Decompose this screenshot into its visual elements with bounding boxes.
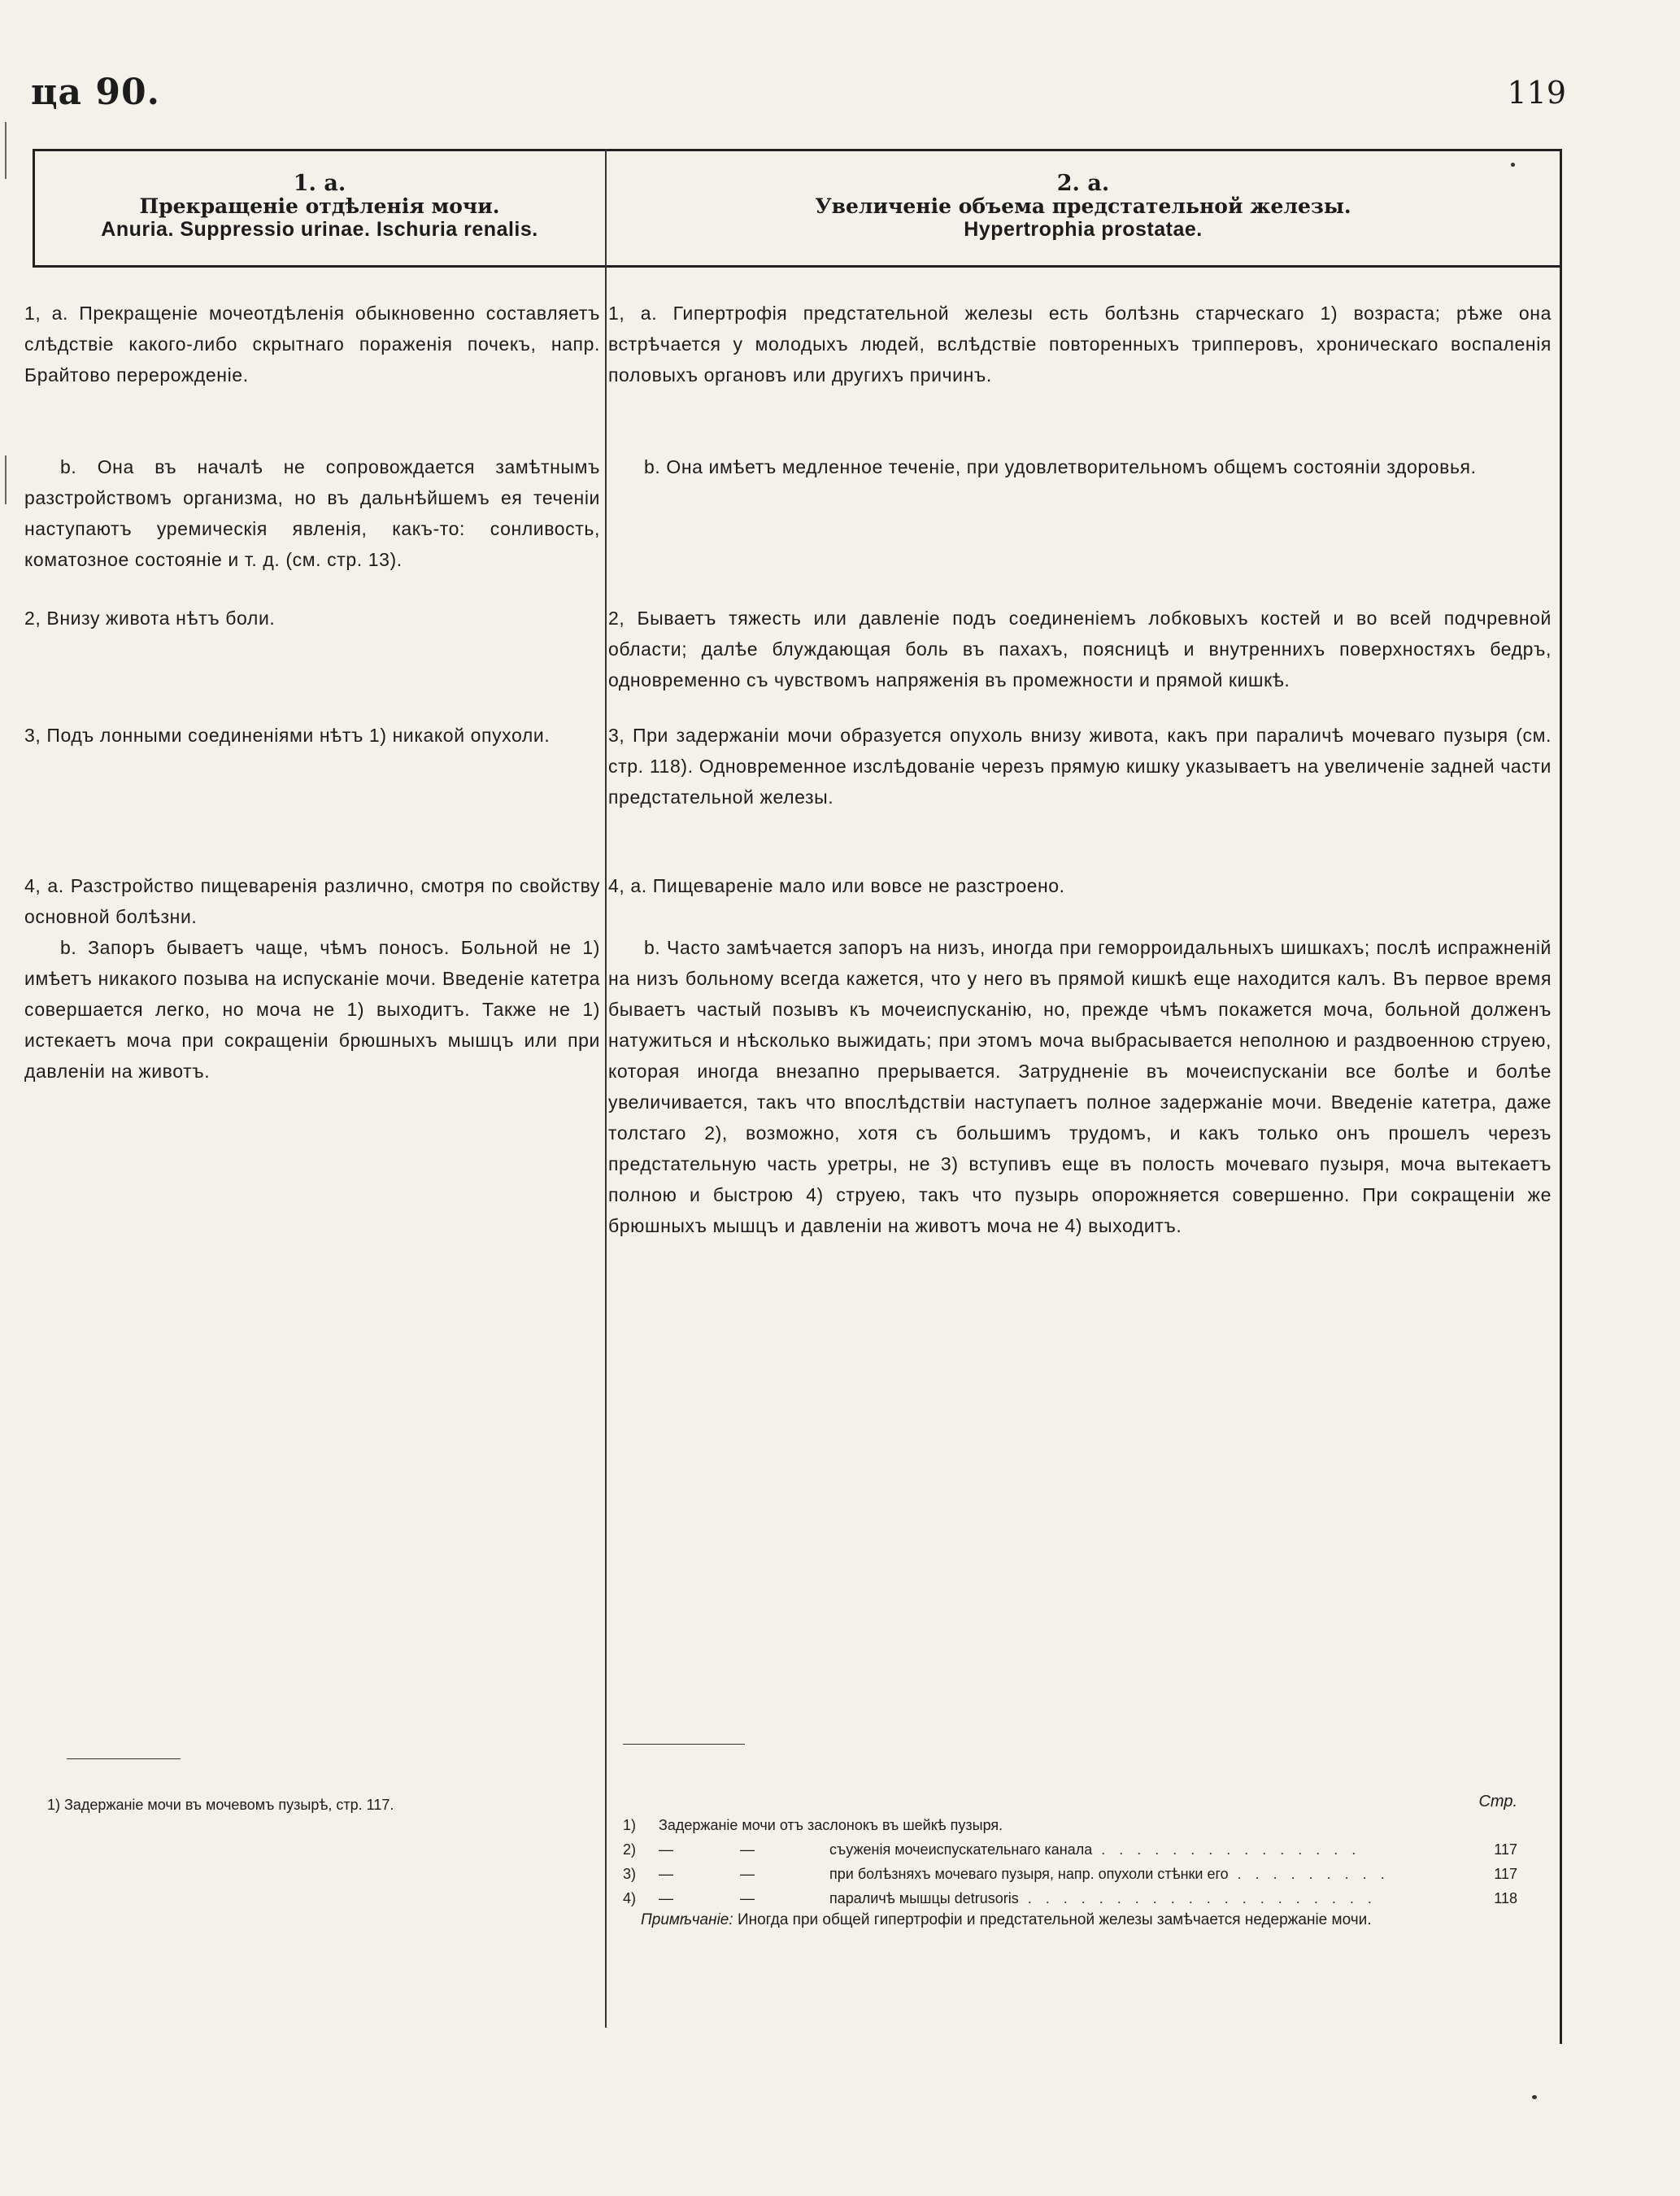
ditto-dash: — xyxy=(740,1866,755,1882)
footnote-page: 118 xyxy=(1494,1890,1517,1906)
left-column-heading xyxy=(36,172,603,241)
left-paragraph: b. Запоръ бываетъ чаще, чѣмъ поносъ. Больной не 1) имѣетъ никакого позыва на испусканіе мочи. Введеніе катетра совершается легко, но моча не 1) выходитъ. Также не 1) истекаетъ моча при сокращеніи брюшныхъ мышцъ или при давленіи на животъ. xyxy=(24,937,600,1082)
left-footnote-rule xyxy=(67,1758,181,1759)
ditto-dash: — xyxy=(659,1890,673,1906)
footnote-mark: 2) xyxy=(623,1841,637,1858)
right-footnotes xyxy=(623,1793,1517,1915)
ditto-dash: — xyxy=(740,1890,755,1906)
ditto-dash: — xyxy=(659,1866,673,1882)
leader-dots: . . . . . . . . . . . . . . . xyxy=(1092,1841,1361,1858)
ditto-dash: — xyxy=(740,1841,755,1858)
ditto-dash: — xyxy=(659,1841,673,1858)
right-paragraph: 3, При задержаніи мочи образуется опухоль внизу живота, какъ при параличѣ мочеваго пузыря (см. стр. 118). Одновременное изслѣдованіе черезъ прямую кишку указываетъ на увеличеніе задней части предстательной железы. xyxy=(608,725,1552,808)
footnote-page: 117 xyxy=(1494,1866,1517,1882)
right-paragraph: 1, a. Гипертрофія предстательной железы есть болѣзнь старческаго 1) возраста; рѣже она встрѣчается у молодыхъ людей, вслѣдствіе повторенныхъ трипперовъ, хроническаго воспаленія половыхъ органовъ или другихъ причинъ. xyxy=(608,303,1552,386)
right-column-heading xyxy=(608,172,1558,241)
column-divider xyxy=(605,149,607,2028)
footnote-row xyxy=(623,1817,1517,1841)
page-column-label: Стр. xyxy=(1478,1793,1517,1810)
right-column-title: Увеличеніе объема предстательной железы. xyxy=(815,194,1351,218)
table-top-rule xyxy=(33,149,1562,151)
right-paragraph: 2, Бываетъ тяжесть или давленіе подъ соединеніемъ лобковыхъ костей и во всей подчревной области; далѣе блуждающая боль въ пахахъ, поясницѣ и внутреннихъ поверхностяхъ бедръ, одновременно съ чувствомъ напряженія въ промежности и прямой кишкѣ. xyxy=(608,608,1552,691)
margin-mark xyxy=(5,122,7,179)
footnote-text: Задержаніе мочи отъ заслонокъ въ шейкѣ пузыря. xyxy=(659,1817,1003,1833)
left-paragraph: 1, a. Прекращеніе мочеотдѣленія обыкновенно составляетъ слѣдствіе какого-либо скрытнаго пораженія почекъ, напр. Брайтово перерожденіе. xyxy=(24,303,600,386)
footnote-page: 117 xyxy=(1494,1841,1517,1858)
left-paragraph: b. Она въ началѣ не сопровождается замѣтнымъ разстройствомъ организма, но въ дальнѣйшемъ ея теченіи наступаютъ уремическія явленія, какъ-то: сонливость, коматозное состояніе и т. д. (см. стр. 13). xyxy=(24,456,600,570)
footnote-text: параличѣ мышцы detrusoris xyxy=(829,1890,1019,1906)
left-column-number: 1. a. xyxy=(293,171,346,196)
right-footnote-rule xyxy=(623,1744,745,1745)
left-column-latin: Anuria. Suppressio urinae. Ischuria renalis. xyxy=(101,218,538,241)
paper-speck xyxy=(1532,2095,1537,2099)
footnote-text: при болѣзняхъ мочеваго пузыря, напр. опухоли стѣнки его xyxy=(829,1866,1229,1882)
right-paragraph: 4, a. Пищевареніе мало или вовсе не разстроено. xyxy=(608,875,1065,896)
right-column-latin: Hypertrophia prostatae. xyxy=(964,218,1203,241)
footnote-mark: 1) xyxy=(623,1817,637,1833)
left-footnote: 1) Задержаніе мочи въ мочевомъ пузырѣ, стр. 117. xyxy=(47,1797,394,1813)
right-column-number: 2. a. xyxy=(1056,171,1110,196)
left-paragraph: 4, a. Разстройство пищеваренія различно, смотря по свойству основной болѣзни. xyxy=(24,875,600,927)
left-column-title: Прекращеніе отдѣленія мочи. xyxy=(139,194,500,218)
leader-dots: . . . . . . . . . xyxy=(1228,1866,1390,1882)
remark-text: Иногда при общей гипертрофіи и предстательной железы замѣчается недержаніе мочи. xyxy=(737,1911,1372,1928)
paper-speck xyxy=(1511,163,1515,167)
running-head: ца 90. xyxy=(31,72,160,113)
page-number: 119 xyxy=(1507,75,1566,111)
footnote-mark: 4) xyxy=(623,1890,637,1906)
table-right-rule xyxy=(1560,149,1562,2044)
footnote-row xyxy=(623,1841,1517,1866)
left-paragraph: 3, Подъ лонными соединеніями нѣтъ 1) никакой опухоли. xyxy=(24,725,551,746)
table-header-rule xyxy=(33,265,1562,268)
table-left-rule xyxy=(33,149,35,268)
left-paragraph: 2, Внизу живота нѣтъ боли. xyxy=(24,608,276,629)
right-paragraph: b. Она имѣетъ медленное теченіе, при удовлетворительномъ общемъ состояніи здоровья. xyxy=(644,456,1477,477)
footnote-row xyxy=(623,1866,1517,1890)
right-paragraph: b. Часто замѣчается запоръ на низъ, иногда при геморроидальныхъ шишкахъ; послѣ испражненій на низъ больному всегда кажется, что у него въ прямой кишкѣ еще находится калъ. Въ первое время бываетъ частый позывъ къ мочеиспусканію, но, прежде чѣмъ покажется моча, больной долженъ натужиться и нѣсколько выжидать; при этомъ моча выбрасывается неполною и раздвоенною струею, которая иногда внезапно прерывается. Затрудненіе въ мочеиспусканіи все болѣе и болѣе увеличивается, такъ что впослѣдствіи наступаетъ полное задержаніе мочи. Введеніе катетра, даже толстаго 2), возможно, хотя съ большимъ трудомъ, и какъ только онъ прошелъ черезъ предстательную часть уретры, не 3) вступивъ еще въ полость мочеваго пузыря, моча вытекаетъ полною и быстрою 4) струею, такъ что пузырь опорожняется совершенно. При сокращеніи же брюшныхъ мышцъ и давленіи на животъ моча не 4) выходитъ. xyxy=(608,937,1552,1236)
footnote-mark: 3) xyxy=(623,1866,637,1882)
leader-dots: . . . . . . . . . . . . . . . . . . . . xyxy=(1018,1890,1377,1906)
footnote-text: съуженія мочеиспускательнаго канала xyxy=(829,1841,1093,1858)
remark-label: Примѣчаніе: xyxy=(641,1911,733,1928)
footnote-remark xyxy=(641,1911,1535,1929)
margin-mark xyxy=(5,455,7,504)
